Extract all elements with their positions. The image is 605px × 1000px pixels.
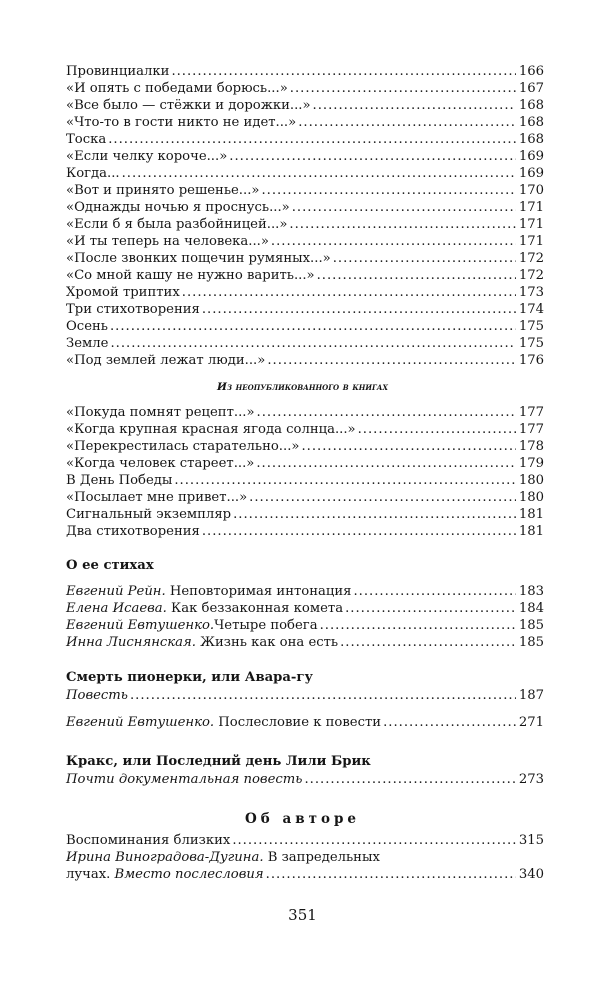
entry-page: 340 xyxy=(518,867,544,882)
dot-leader xyxy=(320,617,516,634)
entry-title: «Когда крупная красная ягода солнца...» xyxy=(66,422,356,437)
entry-page: 169 xyxy=(518,166,544,181)
entry-page: 315 xyxy=(518,833,544,848)
entry-subtitle: Вместо послесловия xyxy=(110,867,264,882)
entry-page: 271 xyxy=(518,715,544,730)
toc-entry[interactable] xyxy=(66,489,544,506)
toc-entry[interactable] xyxy=(66,216,544,233)
dot-leader xyxy=(130,687,516,704)
section-heading-story-brik: Кракс, или Последний день Лили Брик xyxy=(66,754,371,769)
entry-title: Четыре побега xyxy=(214,618,318,633)
entry-title: «Однажды ночью я проснусь...» xyxy=(66,200,290,215)
entry-subtitle: Повесть xyxy=(66,688,128,703)
toc-entry[interactable] xyxy=(66,335,544,352)
entry-title: «После звонких пощечин румяных...» xyxy=(66,251,331,266)
entry-page: 175 xyxy=(518,319,544,334)
toc-entry[interactable] xyxy=(66,199,544,216)
entry-author: Ирина Виноградова-Дугина. xyxy=(66,850,264,865)
entry-title: Послесловие к повести xyxy=(214,715,382,730)
dot-leader xyxy=(108,131,516,148)
dot-leader xyxy=(313,97,516,114)
entry-page: 181 xyxy=(518,524,544,539)
entry-page: 171 xyxy=(518,217,544,232)
dot-leader xyxy=(229,148,516,165)
dot-leader xyxy=(202,301,516,318)
dot-leader xyxy=(383,714,516,731)
toc-entry[interactable] xyxy=(66,421,544,438)
dot-leader xyxy=(174,472,515,489)
section-heading-about-author: Об авторе xyxy=(245,811,360,827)
dot-leader xyxy=(333,250,516,267)
toc-entry[interactable] xyxy=(66,250,544,267)
dot-leader xyxy=(290,80,516,97)
toc-entry[interactable] xyxy=(66,438,544,455)
entry-title: «И опять с победами борюсь...» xyxy=(66,81,288,96)
dot-leader xyxy=(110,318,516,335)
dot-leader xyxy=(354,583,516,600)
entry-page: 171 xyxy=(518,200,544,215)
entry-title: Провинциалки xyxy=(66,64,170,79)
entry-page: 180 xyxy=(518,473,544,488)
toc-group-about-author xyxy=(66,832,544,849)
section-story-brik xyxy=(66,753,544,788)
entry-title: «Вот и принято решенье...» xyxy=(66,183,260,198)
entry-title: Три стихотворения xyxy=(66,302,200,317)
entry-subtitle: Почти документальная повесть xyxy=(66,772,303,787)
toc-entry[interactable] xyxy=(66,267,544,284)
entry-page: 183 xyxy=(518,584,544,599)
toc-entry[interactable] xyxy=(66,233,544,250)
entry-page: 185 xyxy=(518,635,544,650)
entry-title: «Если б я была разбойницей...» xyxy=(66,217,288,232)
toc-group-poems xyxy=(66,63,544,369)
toc-entry[interactable] xyxy=(66,284,544,301)
dot-leader xyxy=(292,199,516,216)
entry-page: 172 xyxy=(518,251,544,266)
toc-entry[interactable] xyxy=(66,634,544,651)
entry-page: 175 xyxy=(518,336,544,351)
page-number: 351 xyxy=(288,906,317,924)
entry-page: 187 xyxy=(518,688,544,703)
toc-entry[interactable] xyxy=(66,832,544,849)
entry-author: Евгений Рейн. xyxy=(66,584,166,599)
entry-title: «И ты теперь на человека...» xyxy=(66,234,269,249)
dot-leader xyxy=(233,506,516,523)
dot-leader xyxy=(261,182,515,199)
toc-entry[interactable] xyxy=(66,506,544,523)
toc-entry[interactable] xyxy=(66,148,544,165)
entry-page: 176 xyxy=(518,353,544,368)
entry-page: 273 xyxy=(518,772,544,787)
toc-entry[interactable] xyxy=(66,600,544,617)
toc-entry[interactable] xyxy=(66,404,544,421)
toc-entry[interactable] xyxy=(66,301,544,318)
dot-leader xyxy=(271,233,516,250)
entry-title: В День Победы xyxy=(66,473,173,488)
entry-author: Елена Исаева. xyxy=(66,601,167,616)
toc-entry[interactable] xyxy=(66,63,544,80)
dot-leader xyxy=(304,771,515,788)
entry-title: Неповторимая интонация xyxy=(165,584,352,599)
section-heading-unpublished: Из неопубликованного в книгах xyxy=(217,381,388,393)
entry-page: 178 xyxy=(518,439,544,454)
entry-page: 173 xyxy=(518,285,544,300)
toc-entry[interactable] xyxy=(66,687,544,704)
entry-title: Как беззаконная комета xyxy=(166,601,344,616)
dot-leader xyxy=(249,489,516,506)
section-story-pioneer xyxy=(66,669,544,731)
section-heading-about-poems: О ее стихах xyxy=(66,558,154,573)
entry-title: Сигнальный экземпляр xyxy=(66,507,232,522)
entry-page: 168 xyxy=(518,115,544,130)
entry-page: 172 xyxy=(518,268,544,283)
toc-entry[interactable] xyxy=(66,583,544,600)
toc-entry[interactable] xyxy=(66,617,544,634)
dot-leader xyxy=(110,335,515,352)
dot-leader xyxy=(256,455,515,472)
entry-title: «Все было — стёжки и дорожки...» xyxy=(66,98,311,113)
entry-title: Осень xyxy=(66,319,108,334)
dot-leader xyxy=(289,216,515,233)
toc-entry[interactable] xyxy=(66,165,544,182)
toc-entry[interactable] xyxy=(66,131,544,148)
entry-page: 180 xyxy=(518,490,544,505)
toc-group-essays xyxy=(66,583,544,651)
toc-entry[interactable] xyxy=(66,182,544,199)
entry-title: Воспоминания близких xyxy=(66,833,231,848)
dot-leader xyxy=(171,63,515,80)
dot-leader xyxy=(122,165,516,182)
entry-author: Евгений Евтушенко. xyxy=(66,715,215,730)
entry-page: 177 xyxy=(518,422,544,437)
entry-author: Инна Лиснянская. xyxy=(66,635,196,650)
entry-page: 185 xyxy=(518,618,544,633)
entry-title: «Под землей лежат люди...» xyxy=(66,353,266,368)
entry-title: Два стихотворения xyxy=(66,524,200,539)
dot-leader xyxy=(301,438,515,455)
toc-entry[interactable] xyxy=(66,114,544,131)
toc-group-unpublished xyxy=(66,404,544,540)
entry-page: 171 xyxy=(518,234,544,249)
dot-leader xyxy=(358,421,516,438)
entry-page: 167 xyxy=(518,81,544,96)
toc-entry[interactable] xyxy=(66,352,544,369)
entry-page: 179 xyxy=(518,456,544,471)
toc-entry[interactable] xyxy=(66,455,544,472)
entry-page: 166 xyxy=(518,64,544,79)
dot-leader xyxy=(340,634,516,651)
entry-title: Когда... xyxy=(66,166,120,181)
toc-entry[interactable] xyxy=(66,523,544,540)
dot-leader xyxy=(202,523,516,540)
section-about-poems xyxy=(66,557,544,651)
entry-title: «Перекрестилась старательно...» xyxy=(66,439,300,454)
entry-page: 170 xyxy=(518,183,544,198)
dot-leader xyxy=(182,284,516,301)
entry-author: Евгений Евтушенко. xyxy=(66,618,215,633)
dot-leader xyxy=(257,404,516,421)
dot-leader xyxy=(232,832,516,849)
entry-page: 184 xyxy=(518,601,544,616)
toc-entry-line2[interactable] xyxy=(66,866,544,883)
toc-entry[interactable] xyxy=(66,472,544,489)
entry-page: 169 xyxy=(518,149,544,164)
entry-page: 181 xyxy=(518,507,544,522)
entry-title: В запредельных xyxy=(263,850,380,865)
dot-leader xyxy=(266,866,516,883)
toc-entry[interactable] xyxy=(66,97,544,114)
entry-title: «Со мной кашу не нужно варить...» xyxy=(66,268,315,283)
entry-title: Жизнь как она есть xyxy=(195,635,339,650)
dot-leader xyxy=(267,352,516,369)
toc-entry[interactable] xyxy=(66,714,544,731)
toc-entry-line1[interactable] xyxy=(66,849,544,866)
dot-leader xyxy=(298,114,516,131)
section-about-author xyxy=(66,832,544,883)
dot-leader xyxy=(345,600,516,617)
entry-page: 168 xyxy=(518,98,544,113)
entry-title: «Если челку короче...» xyxy=(66,149,228,164)
entry-page: 168 xyxy=(518,132,544,147)
entry-title: «Покуда помнят рецепт...» xyxy=(66,405,255,420)
entry-title: Земле xyxy=(66,336,109,351)
dot-leader xyxy=(317,267,516,284)
entry-title: «Когда человек стареет...» xyxy=(66,456,255,471)
toc-entry[interactable] xyxy=(66,771,544,788)
entry-title: лучах. xyxy=(66,867,111,882)
entry-title: «Посылает мне привет...» xyxy=(66,490,248,505)
entry-title: «Что-то в гости никто не идет...» xyxy=(66,115,297,130)
section-heading-story-pioneer: Смерть пионерки, или Авара-гу xyxy=(66,670,313,685)
entry-page: 174 xyxy=(518,302,544,317)
entry-title: Хромой триптих xyxy=(66,285,180,300)
toc-entry[interactable] xyxy=(66,318,544,335)
toc-entry[interactable] xyxy=(66,80,544,97)
entry-title: Тоска xyxy=(66,132,107,147)
entry-page: 177 xyxy=(518,405,544,420)
